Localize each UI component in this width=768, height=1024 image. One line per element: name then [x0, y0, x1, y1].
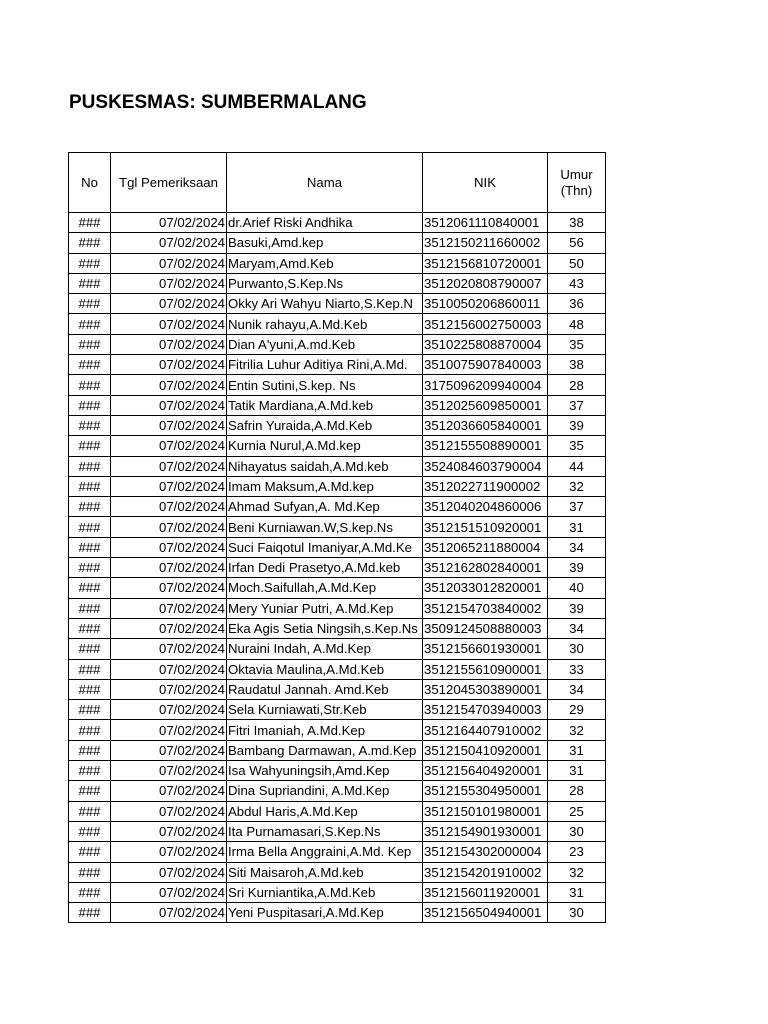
cell-nik: 3512154302000004: [423, 842, 548, 862]
cell-tgl: 07/02/2024: [111, 253, 227, 273]
cell-no: ###: [69, 375, 111, 395]
header-nik: NIK: [423, 153, 548, 213]
cell-nama: Moch.Saifullah,A.Md.Kep: [227, 578, 423, 598]
table-row: [69, 233, 606, 253]
cell-nik: 3512156504940001: [423, 903, 548, 923]
cell-no: ###: [69, 720, 111, 740]
cell-tgl: 07/02/2024: [111, 476, 227, 496]
cell-no: ###: [69, 679, 111, 699]
cell-no: ###: [69, 740, 111, 760]
cell-no: ###: [69, 476, 111, 496]
cell-umur: 35: [548, 334, 606, 354]
cell-tgl: 07/02/2024: [111, 720, 227, 740]
cell-umur: 35: [548, 436, 606, 456]
cell-nama: Ita Purnamasari,S.Kep.Ns: [227, 821, 423, 841]
table-row: [69, 801, 606, 821]
patient-table: [68, 152, 606, 923]
cell-nama: Raudatul Jannah. Amd.Keb: [227, 679, 423, 699]
table-row: [69, 862, 606, 882]
table-row: [69, 659, 606, 679]
cell-nik: 3512155508890001: [423, 436, 548, 456]
cell-umur: 48: [548, 314, 606, 334]
cell-nik: 3512040204860006: [423, 497, 548, 517]
table-row: [69, 882, 606, 902]
cell-umur: 32: [548, 862, 606, 882]
header-nama: Nama: [227, 153, 423, 213]
cell-umur: 39: [548, 598, 606, 618]
cell-tgl: 07/02/2024: [111, 659, 227, 679]
cell-no: ###: [69, 801, 111, 821]
cell-nik: 3512154703840002: [423, 598, 548, 618]
cell-nik: 3512151510920001: [423, 517, 548, 537]
table-row: [69, 781, 606, 801]
cell-umur: 23: [548, 842, 606, 862]
cell-nama: Irma Bella Anggraini,A.Md. Kep: [227, 842, 423, 862]
table-row: [69, 618, 606, 638]
cell-nama: Sela Kurniawati,Str.Keb: [227, 700, 423, 720]
cell-tgl: 07/02/2024: [111, 578, 227, 598]
cell-nama: Tatik Mardiana,A.Md.keb: [227, 395, 423, 415]
cell-nik: 3512065211880004: [423, 537, 548, 557]
cell-nik: 3512150101980001: [423, 801, 548, 821]
cell-nik: 3512156002750003: [423, 314, 548, 334]
cell-nama: Suci Faiqotul Imaniyar,A.Md.Ke: [227, 537, 423, 557]
cell-umur: 40: [548, 578, 606, 598]
cell-nama: Eka Agis Setia Ningsih,s.Kep.Ns: [227, 618, 423, 638]
table-row: [69, 415, 606, 435]
cell-nik: 3512156601930001: [423, 639, 548, 659]
cell-nama: Dian A'yuni,A.md.Keb: [227, 334, 423, 354]
cell-nik: 3510225808870004: [423, 334, 548, 354]
cell-umur: 30: [548, 639, 606, 659]
cell-nama: Siti Maisaroh,A.Md.keb: [227, 862, 423, 882]
cell-no: ###: [69, 213, 111, 233]
cell-no: ###: [69, 781, 111, 801]
cell-umur: 29: [548, 700, 606, 720]
table-row: [69, 639, 606, 659]
cell-no: ###: [69, 862, 111, 882]
cell-umur: 34: [548, 537, 606, 557]
cell-nik: 3509124508880003: [423, 618, 548, 638]
cell-tgl: 07/02/2024: [111, 618, 227, 638]
cell-no: ###: [69, 903, 111, 923]
cell-tgl: 07/02/2024: [111, 558, 227, 578]
cell-nama: Okky Ari Wahyu Niarto,S.Kep.N: [227, 294, 423, 314]
cell-tgl: 07/02/2024: [111, 213, 227, 233]
cell-tgl: 07/02/2024: [111, 436, 227, 456]
cell-tgl: 07/02/2024: [111, 415, 227, 435]
cell-nik: 3510075907840003: [423, 355, 548, 375]
cell-umur: 43: [548, 273, 606, 293]
table-row: [69, 334, 606, 354]
table-row: [69, 558, 606, 578]
cell-nik: 3524084603790004: [423, 456, 548, 476]
cell-nik: 3512020808790007: [423, 273, 548, 293]
cell-umur: 28: [548, 781, 606, 801]
table-row: [69, 700, 606, 720]
cell-nik: 3512036605840001: [423, 415, 548, 435]
cell-nik: 3512155304950001: [423, 781, 548, 801]
cell-umur: 38: [548, 213, 606, 233]
cell-umur: 30: [548, 821, 606, 841]
table-row: [69, 740, 606, 760]
cell-tgl: 07/02/2024: [111, 842, 227, 862]
cell-nama: Dina Supriandini, A.Md.Kep: [227, 781, 423, 801]
table-row: [69, 497, 606, 517]
cell-nik: 3512150410920001: [423, 740, 548, 760]
cell-tgl: 07/02/2024: [111, 497, 227, 517]
cell-no: ###: [69, 233, 111, 253]
table-row: [69, 355, 606, 375]
cell-nik: 3512154703940003: [423, 700, 548, 720]
cell-umur: 34: [548, 618, 606, 638]
cell-nama: Kurnia Nurul,A.Md.kep: [227, 436, 423, 456]
cell-tgl: 07/02/2024: [111, 700, 227, 720]
cell-nama: dr.Arief Riski Andhika: [227, 213, 423, 233]
cell-tgl: 07/02/2024: [111, 537, 227, 557]
cell-nama: Maryam,Amd.Keb: [227, 253, 423, 273]
cell-umur: 36: [548, 294, 606, 314]
cell-tgl: 07/02/2024: [111, 233, 227, 253]
cell-no: ###: [69, 415, 111, 435]
table-row: [69, 578, 606, 598]
cell-no: ###: [69, 639, 111, 659]
cell-tgl: 07/02/2024: [111, 355, 227, 375]
table-row: [69, 375, 606, 395]
cell-nik: 3512155610900001: [423, 659, 548, 679]
table-row: [69, 537, 606, 557]
cell-umur: 28: [548, 375, 606, 395]
cell-umur: 31: [548, 882, 606, 902]
cell-tgl: 07/02/2024: [111, 639, 227, 659]
cell-tgl: 07/02/2024: [111, 781, 227, 801]
cell-umur: 34: [548, 679, 606, 699]
table-row: [69, 821, 606, 841]
header-tgl-pemeriksaan: Tgl Pemeriksaan: [111, 153, 227, 213]
cell-nik: 3175096209940004: [423, 375, 548, 395]
cell-nik: 3512156011920001: [423, 882, 548, 902]
table-row: [69, 273, 606, 293]
cell-no: ###: [69, 842, 111, 862]
cell-nik: 3512061110840001: [423, 213, 548, 233]
table-row: [69, 720, 606, 740]
cell-nama: Mery Yuniar Putri, A.Md.Kep: [227, 598, 423, 618]
cell-nama: Safrin Yuraida,A.Md.Keb: [227, 415, 423, 435]
cell-nama: Nunik rahayu,A.Md.Keb: [227, 314, 423, 334]
table-row: [69, 903, 606, 923]
table-row: [69, 761, 606, 781]
cell-nama: Fitrilia Luhur Aditiya Rini,A.Md.: [227, 355, 423, 375]
cell-umur: 56: [548, 233, 606, 253]
cell-tgl: 07/02/2024: [111, 375, 227, 395]
cell-tgl: 07/02/2024: [111, 679, 227, 699]
cell-no: ###: [69, 294, 111, 314]
cell-tgl: 07/02/2024: [111, 314, 227, 334]
cell-nama: Abdul Haris,A.Md.Kep: [227, 801, 423, 821]
table-row: [69, 517, 606, 537]
cell-tgl: 07/02/2024: [111, 273, 227, 293]
table-row: [69, 314, 606, 334]
cell-tgl: 07/02/2024: [111, 821, 227, 841]
cell-nama: Nuraini Indah, A.Md.Kep: [227, 639, 423, 659]
cell-nik: 3512022711900002: [423, 476, 548, 496]
cell-nik: 3512045303890001: [423, 679, 548, 699]
cell-nik: 3512156810720001: [423, 253, 548, 273]
table-header-row: [69, 153, 606, 213]
cell-tgl: 07/02/2024: [111, 456, 227, 476]
cell-umur: 37: [548, 395, 606, 415]
cell-umur: 50: [548, 253, 606, 273]
cell-umur: 37: [548, 497, 606, 517]
cell-umur: 44: [548, 456, 606, 476]
cell-no: ###: [69, 456, 111, 476]
cell-nama: Imam Maksum,A.Md.kep: [227, 476, 423, 496]
cell-nik: 3512025609850001: [423, 395, 548, 415]
cell-nik: 3512033012820001: [423, 578, 548, 598]
cell-nama: Purwanto,S.Kep.Ns: [227, 273, 423, 293]
cell-no: ###: [69, 618, 111, 638]
cell-nama: Bambang Darmawan, A.md.Kep: [227, 740, 423, 760]
cell-no: ###: [69, 334, 111, 354]
table-row: [69, 679, 606, 699]
cell-umur: 31: [548, 740, 606, 760]
cell-nik: 3512156404920001: [423, 761, 548, 781]
cell-tgl: 07/02/2024: [111, 395, 227, 415]
cell-tgl: 07/02/2024: [111, 862, 227, 882]
cell-no: ###: [69, 558, 111, 578]
cell-nik: 3512154201910002: [423, 862, 548, 882]
cell-nama: Yeni Puspitasari,A.Md.Kep: [227, 903, 423, 923]
cell-tgl: 07/02/2024: [111, 294, 227, 314]
cell-tgl: 07/02/2024: [111, 334, 227, 354]
cell-umur: 25: [548, 801, 606, 821]
cell-umur: 33: [548, 659, 606, 679]
table-row: [69, 476, 606, 496]
cell-no: ###: [69, 273, 111, 293]
cell-no: ###: [69, 821, 111, 841]
cell-no: ###: [69, 355, 111, 375]
cell-nama: Nihayatus saidah,A.Md.keb: [227, 456, 423, 476]
cell-umur: 32: [548, 720, 606, 740]
table-row: [69, 598, 606, 618]
cell-no: ###: [69, 659, 111, 679]
cell-no: ###: [69, 537, 111, 557]
cell-tgl: 07/02/2024: [111, 761, 227, 781]
cell-nama: Sri Kurniantika,A.Md.Keb: [227, 882, 423, 902]
cell-nik: 3512154901930001: [423, 821, 548, 841]
cell-nama: Isa Wahyuningsih,Amd.Kep: [227, 761, 423, 781]
cell-tgl: 07/02/2024: [111, 517, 227, 537]
page-title: PUSKESMAS: SUMBERMALANG: [69, 92, 367, 113]
cell-nama: Entin Sutini,S.kep. Ns: [227, 375, 423, 395]
cell-no: ###: [69, 761, 111, 781]
cell-umur: 32: [548, 476, 606, 496]
cell-nik: 3512150211660002: [423, 233, 548, 253]
cell-nama: Fitri Imaniah, A.Md.Kep: [227, 720, 423, 740]
cell-no: ###: [69, 598, 111, 618]
table-row: [69, 253, 606, 273]
cell-umur: 39: [548, 558, 606, 578]
cell-no: ###: [69, 578, 111, 598]
cell-no: ###: [69, 882, 111, 902]
table-row: [69, 436, 606, 456]
cell-tgl: 07/02/2024: [111, 903, 227, 923]
cell-no: ###: [69, 314, 111, 334]
cell-nama: Irfan Dedi Prasetyo,A.Md.keb: [227, 558, 423, 578]
cell-no: ###: [69, 395, 111, 415]
cell-nama: Ahmad Sufyan,A. Md.Kep: [227, 497, 423, 517]
table-row: [69, 456, 606, 476]
cell-no: ###: [69, 700, 111, 720]
header-umur: Umur (Thn): [548, 153, 606, 213]
header-no: No: [69, 153, 111, 213]
cell-tgl: 07/02/2024: [111, 740, 227, 760]
cell-tgl: 07/02/2024: [111, 801, 227, 821]
cell-nik: 3512164407910002: [423, 720, 548, 740]
cell-nama: Beni Kurniawan.W,S.kep.Ns: [227, 517, 423, 537]
cell-tgl: 07/02/2024: [111, 882, 227, 902]
cell-nik: 3512162802840001: [423, 558, 548, 578]
cell-umur: 31: [548, 517, 606, 537]
cell-nama: Basuki,Amd.kep: [227, 233, 423, 253]
cell-umur: 39: [548, 415, 606, 435]
cell-tgl: 07/02/2024: [111, 598, 227, 618]
cell-no: ###: [69, 436, 111, 456]
table-row: [69, 842, 606, 862]
cell-umur: 31: [548, 761, 606, 781]
table-row: [69, 395, 606, 415]
cell-umur: 30: [548, 903, 606, 923]
cell-nama: Oktavia Maulina,A.Md.Keb: [227, 659, 423, 679]
table-row: [69, 294, 606, 314]
cell-umur: 38: [548, 355, 606, 375]
cell-no: ###: [69, 497, 111, 517]
cell-no: ###: [69, 253, 111, 273]
cell-no: ###: [69, 517, 111, 537]
cell-nik: 3510050206860011: [423, 294, 548, 314]
table-row: [69, 213, 606, 233]
